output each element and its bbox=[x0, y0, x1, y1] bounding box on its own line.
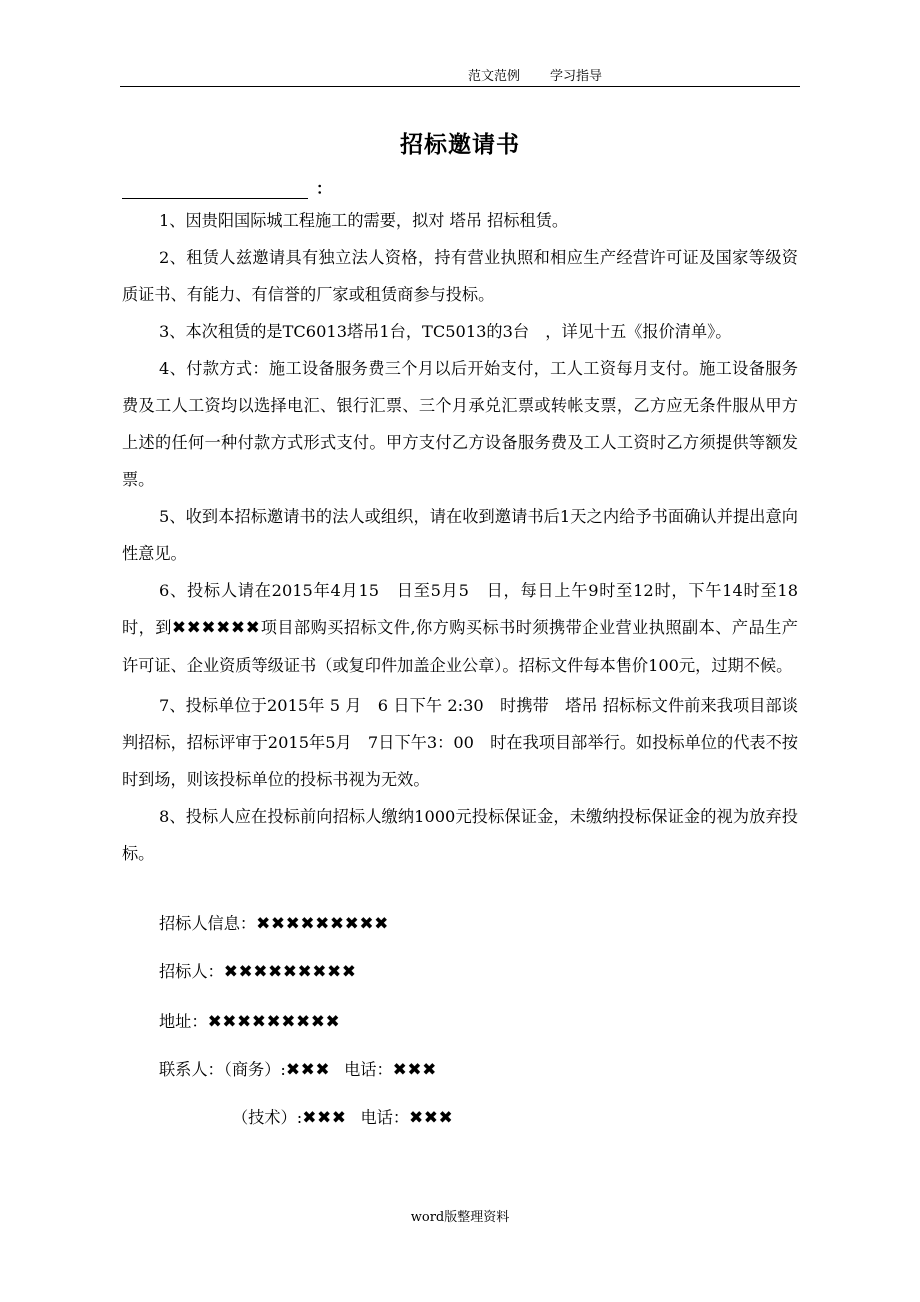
tenderer-info-value: ✖✖✖✖✖✖✖✖✖ bbox=[256, 914, 389, 934]
paragraph-7: 7、投标单位于2015年 5 月 6 日下午 2:30 时携带 塔吊 招标标文件前来我项目部谈判招标，招标评审于2015年5月 7日下午3：00 时在我项目部举行。如投标单位的代表不按时到场，则该投标单位的投标书视为无效。 bbox=[122, 696, 798, 789]
masked-location: ✖✖✖✖✖✖ bbox=[171, 618, 261, 638]
paragraph-6-part-2: 项目部购买招标文件,你方购买标书时须携带企业营业执照副本、产品生产许可证、企业资质等级证书（或复印件加盖企业公章）。招标文件每本售价100元，过期不候。 bbox=[122, 618, 798, 675]
tenderer-info-line bbox=[159, 912, 389, 936]
tech-phone-value: ✖✖✖ bbox=[409, 1108, 454, 1128]
document-body bbox=[122, 202, 798, 872]
paragraph-3: 3、本次租赁的是TC6013塔吊1台，TC5013的3台 ，详见十五《报价清单》。 bbox=[159, 322, 732, 341]
tenderer-label: 招标人： bbox=[159, 962, 224, 981]
paragraph-8: 8、投标人应在投标前向招标人缴纳1000元投标保证金，未缴纳投标保证金的视为放弃投标。 bbox=[122, 807, 798, 863]
page-header bbox=[120, 62, 800, 87]
business-contact-value: ✖✖✖ bbox=[285, 1060, 331, 1080]
tenderer-value: ✖✖✖✖✖✖✖✖✖ bbox=[223, 962, 357, 982]
addressee-colon: ： bbox=[316, 179, 333, 198]
business-phone-value: ✖✖✖ bbox=[392, 1060, 437, 1080]
paragraph-6-part-1: 6、投标人请在2015年4月15 日至5月5 日，每日上午9时至12时，下午14时至18时，到 bbox=[122, 581, 798, 637]
page-footer: word版整理资料 bbox=[410, 1210, 510, 1225]
paragraph-4: 4、付款方式：施工设备服务费三个月以后开始支付，工人工资每月支付。施工设备服务费及工人工资均以选择电汇、银行汇票、三个月承兑汇票或转帐支票，乙方应无条件服从甲方上述的任何一种付款方式形式支付。甲方支付乙方设备服务费及工人工资时乙方须提供等额发票。 bbox=[122, 359, 798, 489]
business-contact-line bbox=[159, 1058, 437, 1082]
tech-phone-label: 电话： bbox=[360, 1108, 410, 1127]
paragraph-5: 5、收到本招标邀请书的法人或组织，请在收到邀请书后1天之内给予书面确认并提出意向性意见。 bbox=[122, 507, 798, 563]
tech-contact-line bbox=[232, 1106, 453, 1130]
paragraph-6 bbox=[122, 572, 798, 684]
paragraph-2: 2、租赁人兹邀请具有独立法人资格，持有营业执照和相应生产经营许可证及国家等级资质证书、有能力、有信誉的厂家或租赁商参与投标。 bbox=[122, 248, 798, 304]
document-title: 招标邀请书 bbox=[400, 132, 520, 158]
tech-contact-label: （技术）: bbox=[232, 1108, 303, 1127]
tech-contact-value: ✖✖✖ bbox=[302, 1108, 347, 1128]
address-line bbox=[159, 1010, 340, 1034]
header-right-text: 学习指导 bbox=[550, 69, 603, 84]
tenderer-line bbox=[159, 960, 356, 984]
address-value: ✖✖✖✖✖✖✖✖✖ bbox=[207, 1012, 341, 1032]
paragraph-1: 1、因贵阳国际城工程施工的需要，拟对 塔吊 招标租赁。 bbox=[159, 211, 569, 230]
business-contact-label: 联系人：（商务）: bbox=[159, 1060, 286, 1079]
business-phone-label: 电话： bbox=[344, 1060, 393, 1079]
address-label: 地址： bbox=[159, 1012, 208, 1031]
addressee-line bbox=[122, 176, 332, 200]
tenderer-info-label: 招标人信息： bbox=[159, 914, 257, 933]
addressee-blank bbox=[122, 178, 308, 199]
header-left-text: 范文范例 bbox=[468, 69, 521, 84]
